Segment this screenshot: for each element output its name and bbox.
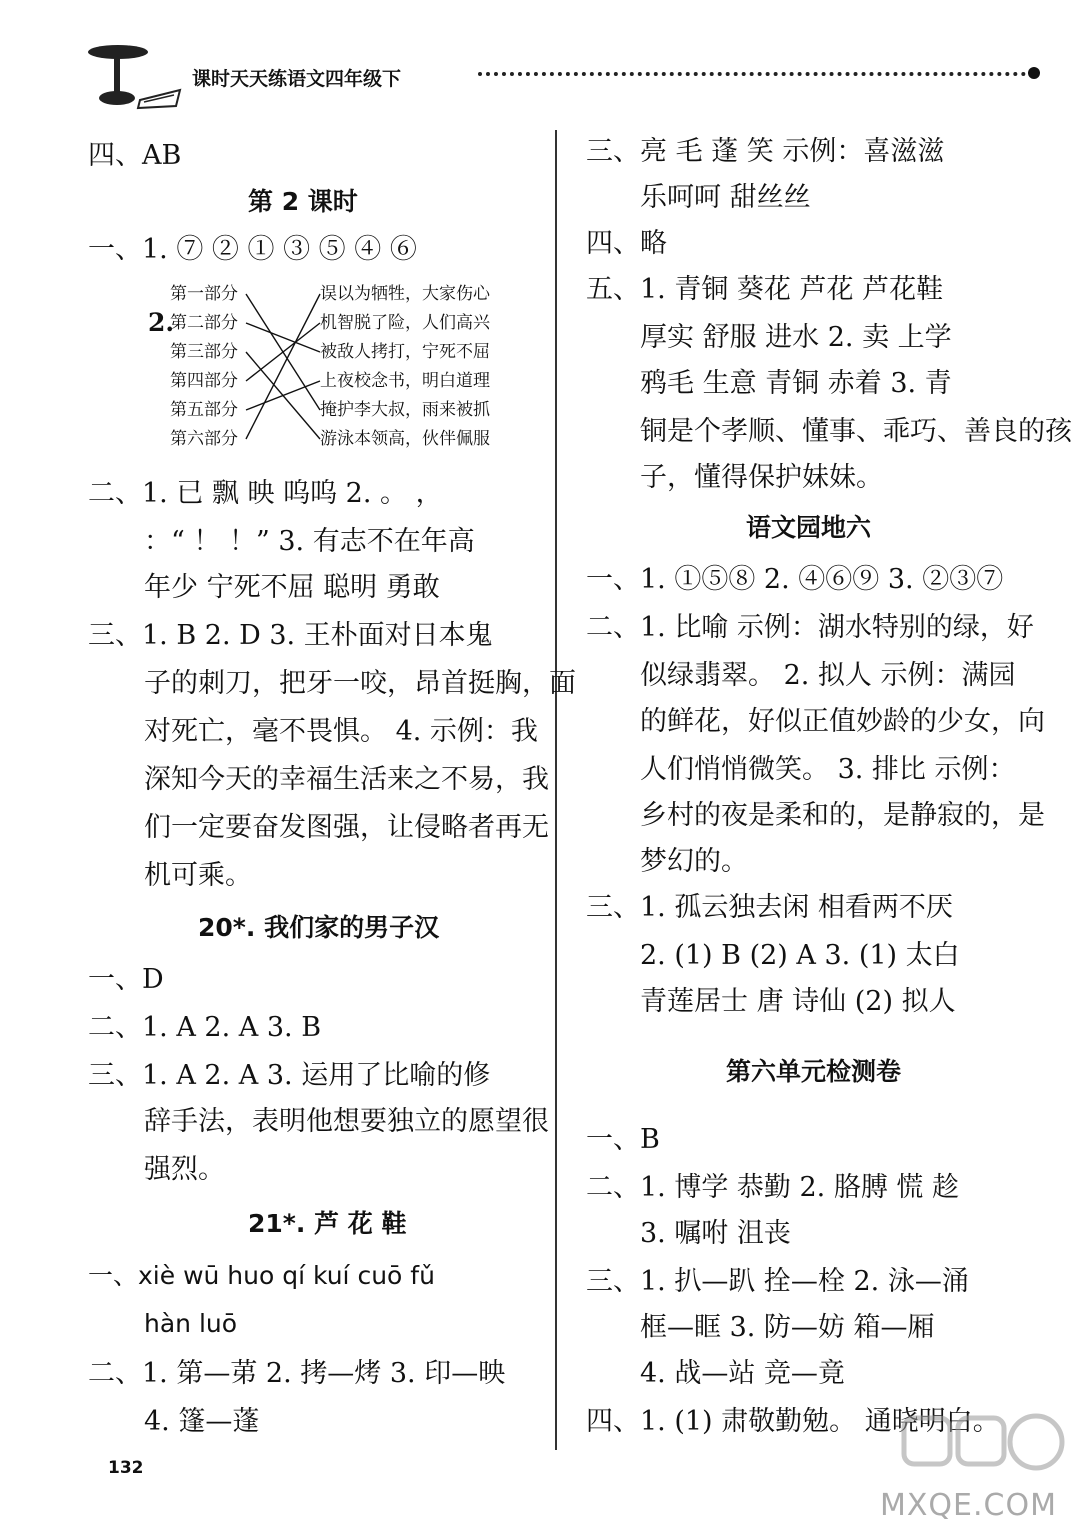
answer-line: 一、xiè wū huo qí kuí cuō fǔ xyxy=(88,1261,435,1290)
page-number: 132 xyxy=(108,1458,144,1478)
section-title: 第六单元检测卷 xyxy=(726,1057,902,1086)
answer-line: 人们悄悄微笑。 3. 排比 示例： xyxy=(640,754,1016,785)
answer-line: 二、1. 已 飘 映 呜呜 2. 。 ， xyxy=(88,478,443,509)
section-title: 21*. 芦 花 鞋 xyxy=(248,1209,407,1238)
answer-line: 似绿翡翠。 2. 拟人 示例：满园 xyxy=(640,660,1016,691)
answer-line: 乐呵呵 甜丝丝 xyxy=(640,182,811,213)
answer-line: 一、D xyxy=(88,964,164,995)
answer-line: 强烈。 xyxy=(144,1154,225,1185)
answer-line: 一、B xyxy=(586,1124,660,1155)
matching-right-item: 上夜校念书，明白道理 xyxy=(320,371,490,391)
answer-line: 3. 嘱咐 沮丧 xyxy=(640,1218,791,1249)
answer-line: 4. 篷—蓬 xyxy=(144,1406,260,1437)
answer-line: 一、1. ①⑤⑧ 2. ④⑥⑨ 3. ②③⑦ xyxy=(586,564,1004,595)
answer-line: 框—眶 3. 防—妨 箱—厢 xyxy=(640,1312,935,1343)
matching-left-item: 第二部分 xyxy=(170,313,238,333)
matching-right-item: 误以为牺牲，大家伤心 xyxy=(320,284,490,304)
answer-line: 梦幻的。 xyxy=(640,846,748,877)
matching-right-item: 机智脱了险，人们高兴 xyxy=(320,313,490,333)
answer-line: 三、1. 扒—趴 拴—栓 2. 泳—涌 xyxy=(586,1266,969,1297)
matching-left-item: 第一部分 xyxy=(170,284,238,304)
answer-line: 二、1. 第—苐 2. 拷—烤 3. 印—映 xyxy=(88,1358,506,1389)
section-title: 语文园地六 xyxy=(746,513,872,542)
answer-line: 二、1. A 2. A 3. B xyxy=(88,1012,322,1043)
answer-line: 乡村的夜是柔和的，是静寂的，是 xyxy=(640,800,1045,831)
answer-line: 子的刺刀，把牙一咬，昂首挺胸，面 xyxy=(144,668,576,699)
matching-exercise xyxy=(148,280,548,460)
answer-line: 2. (1) B (2) A 3. (1) 太白 xyxy=(640,940,960,971)
answer-line: 的鲜花，好似正值妙龄的少女，向 xyxy=(640,706,1045,737)
answer-line: 机可乘。 xyxy=(144,860,252,891)
answer-line: hàn luō xyxy=(144,1309,238,1338)
matching-lines xyxy=(244,280,324,456)
section-title: 第 2 课时 xyxy=(248,187,358,216)
answer-line: 三、亮 毛 蓬 笑 示例：喜滋滋 xyxy=(586,136,945,167)
answer-line: 五、1. 青铜 葵花 芦花 芦花鞋 xyxy=(586,274,944,305)
matching-right-item: 游泳本领高，伙伴佩服 xyxy=(320,429,490,449)
matching-left-item: 第四部分 xyxy=(170,371,238,391)
answer-line: 青莲居士 唐 诗仙 (2) 拟人 xyxy=(640,986,956,1017)
answer-line: 三、1. 孤云独去闲 相看两不厌 xyxy=(586,892,953,923)
answer-line: 二、1. 博学 恭勤 2. 胳膊 慌 趁 xyxy=(586,1172,960,1203)
answer-line: 厚实 舒服 进水 2. 卖 上学 xyxy=(640,322,952,353)
book-series-title: 课时天天练语文四年级下 xyxy=(192,68,402,90)
desk-lamp-icon xyxy=(80,40,185,115)
matching-left-list xyxy=(170,280,238,454)
page-header xyxy=(80,40,1040,120)
matching-left-item: 第三部分 xyxy=(170,342,238,362)
matching-label: 2. xyxy=(148,308,175,337)
matching-right-item: 被敌人拷打，宁死不屈 xyxy=(320,342,490,362)
answer-line: 三、1. B 2. D 3. 王朴面对日本鬼 xyxy=(88,620,493,651)
answer-line: 一、1. ⑦ ② ① ③ ⑤ ④ ⑥ xyxy=(88,234,417,265)
answer-line: 四、略 xyxy=(586,228,667,259)
answer-line: 辞手法，表明他想要独立的愿望很 xyxy=(144,1106,549,1137)
answer-line: 4. 战—站 竞—竟 xyxy=(640,1358,845,1389)
answer-line: 子，懂得保护妹妹。 xyxy=(640,462,883,493)
matching-left-item: 第五部分 xyxy=(170,400,238,420)
answer-line: 三、1. A 2. A 3. 运用了比喻的修 xyxy=(88,1060,491,1091)
watermark-text: MXQE.COM xyxy=(880,1488,1057,1523)
header-dotted-rule xyxy=(478,72,1034,76)
header-end-dot xyxy=(1028,67,1040,79)
answer-line: ：“ ！ ！” 3. 有志不在年高 xyxy=(144,526,475,557)
answer-line: 鸦毛 生意 青铜 赤着 3. 青 xyxy=(640,368,952,399)
answer-line: 们一定要奋发图强，让侵略者再无 xyxy=(144,812,549,843)
answer-line: 铜是个孝顺、懂事、乖巧、善良的孩 xyxy=(640,416,1072,447)
answer-line: 四、AB xyxy=(88,140,182,171)
matching-left-item: 第六部分 xyxy=(170,429,238,449)
matching-right-list xyxy=(320,280,490,454)
watermark-logo-icon xyxy=(898,1408,1068,1488)
column-divider xyxy=(555,130,557,1450)
answer-line: 年少 宁死不屈 聪明 勇敢 xyxy=(144,572,440,603)
answer-line: 二、1. 比喻 示例：湖水特别的绿，好 xyxy=(586,612,1034,643)
section-title: 20*. 我们家的男子汉 xyxy=(198,913,440,942)
answer-line: 四、1. (1) 肃敬勤勉。 通晓明白。 xyxy=(586,1406,1000,1437)
matching-right-item: 掩护李大叔，雨来被抓 xyxy=(320,400,490,420)
answer-line: 对死亡，毫不畏惧。 4. 示例：我 xyxy=(144,716,538,747)
answer-line: 深知今天的幸福生活来之不易，我 xyxy=(144,764,549,795)
